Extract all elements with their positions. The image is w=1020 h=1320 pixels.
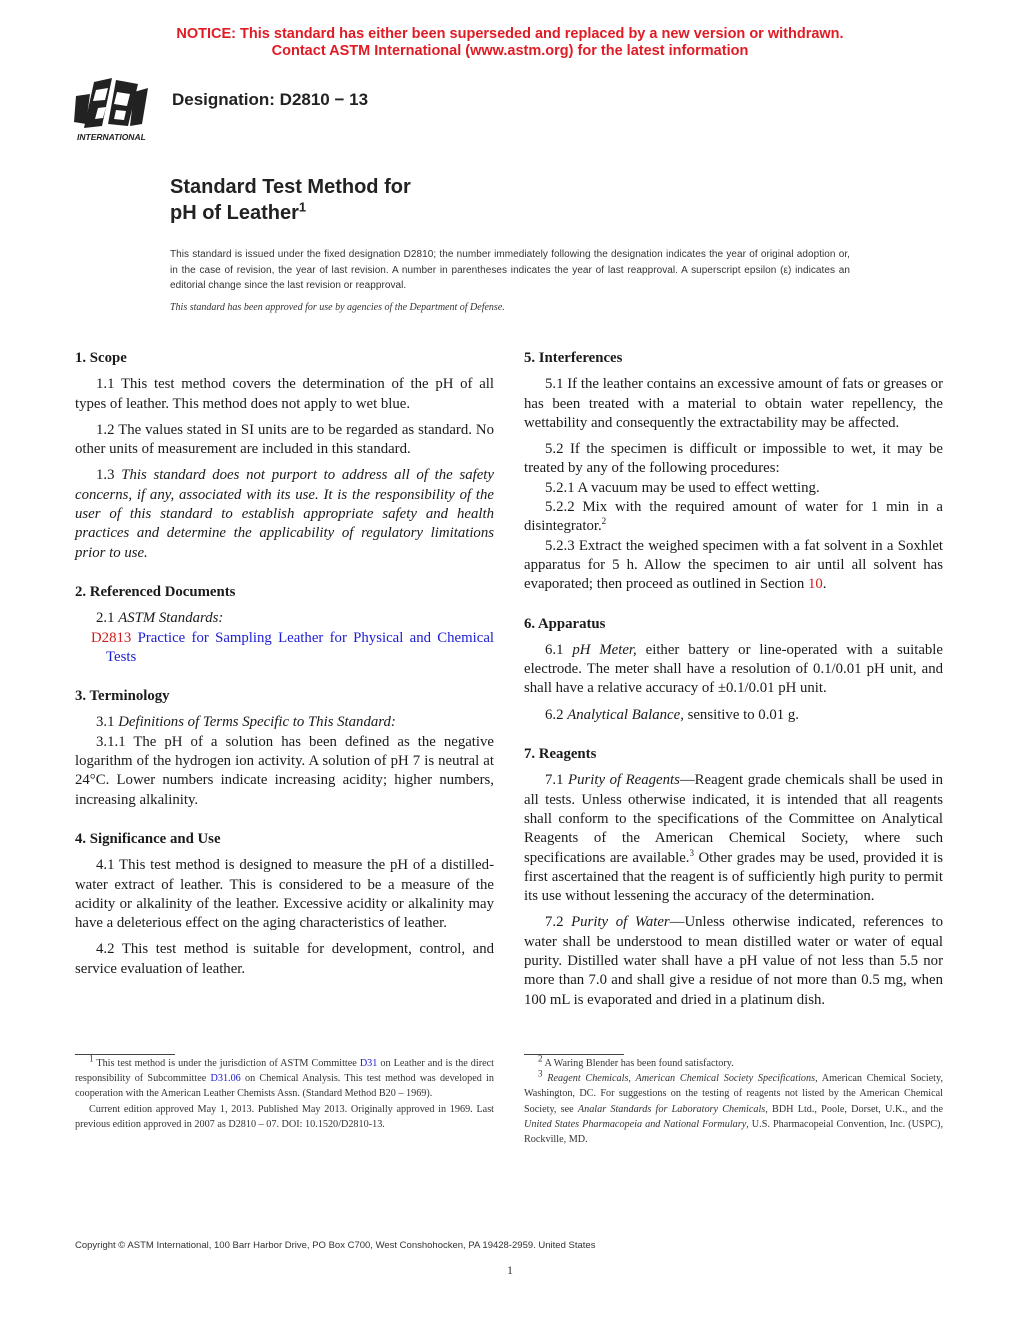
paragraph-5-1: 5.1 If the leather contains an excessive amount of fats or greases or has been treated with a material to obtain water repellency, the wettability and consequently the extractability may be affected. bbox=[524, 376, 943, 431]
committee-d31-link[interactable]: D31 bbox=[359, 1058, 378, 1069]
paragraph-1-3: 1.3 This standard does not purport to address all of the safety concerns, if any, associated with its use. It is the responsibility of the user of this standard to establish appropriate safety and health practices and determine the applicability of regulatory limitations prior to use. bbox=[75, 467, 494, 561]
paragraph-5-2: 5.2 If the specimen is difficult or impossible to wet, it may be treated by any of the following procedures: bbox=[524, 441, 943, 477]
paragraph-4-1: 4.1 This test method is designed to measure the pH of a distilled-water extract of leather. This is considered to be a measure of the acidity or alkalinity of the leather. Excessive acidity or alkalinity may have a deleterious effect on the aging characteristics of leather. bbox=[75, 857, 494, 932]
paragraph-5-2-1: 5.2.1 A vacuum may be used to effect wetting. bbox=[545, 479, 820, 496]
footnote-1-current-edition: Current edition approved May 1, 2013. Published May 2013. Originally approved in 1969. Last previous edition approved in 2007 as D2810 – 07. DOI: 10.1520/D2810-13. bbox=[75, 1103, 494, 1130]
section-2-heading: 2. Referenced Documents bbox=[75, 583, 236, 600]
issue-note: This standard is issued under the fixed designation D2810; the number immediately following the designation indicates the year of original adoption or, in the case of revision, the year of last revision. A number in parentheses indicates the year of last reapproval. A superscript epsilon (ε) indicates an editorial change since the last revision or reapproval. bbox=[170, 249, 850, 291]
paragraph-5-2-3: 5.2.3 Extract the weighed specimen with a fat solvent in a Soxhlet apparatus for 5 h. Allow the specimen to air until all solvent has evaporated; then proceed as outlined in Section 10. bbox=[524, 537, 943, 593]
paragraph-7-1: 7.1 Purity of Reagents—Reagent grade chemicals shall be used in all tests. Unless otherwise indicated, it is intended that all reagents shall conform to the specifications of the Committee on Analytical Reagents of the American Chemical Society, where such specifications are available.$^3$ Other grades may be used, provided it is first ascertained that the reagent is of sufficiently high purity to permit its use without lessening the accuracy of the determination. bbox=[524, 772, 943, 905]
designation: Designation: D2810 − 13 bbox=[172, 90, 369, 109]
section-10-link[interactable]: 10 bbox=[807, 576, 823, 593]
subcommittee-d31-06-link[interactable]: D31.06 bbox=[210, 1073, 241, 1085]
withdrawal-notice bbox=[0, 26, 1020, 60]
left-column bbox=[75, 346, 494, 986]
paragraph-6-2: 6.2 Analytical Balance, sensitive to 0.01 g. bbox=[545, 706, 799, 723]
footnote-ref-2[interactable]: 2 bbox=[601, 516, 607, 527]
dod-note: This standard has been approved for use by agencies of the Department of Defense. bbox=[170, 302, 505, 313]
ref-code-link[interactable]: D2813 bbox=[91, 629, 132, 646]
footnote-ref-3[interactable]: 3 bbox=[689, 847, 694, 858]
paragraph-1-1: 1.1 This test method covers the determination of the pH of all types of leather. This method does not apply to wet blue. bbox=[75, 376, 494, 412]
footnotes-left bbox=[75, 1053, 494, 1132]
paragraph-4-2: 4.2 This test method is suitable for development, control, and service evaluation of leather. bbox=[75, 941, 494, 977]
section-1-heading: 1. Scope bbox=[75, 350, 127, 366]
right-column bbox=[524, 346, 943, 1017]
title-line-1: Standard Test Method for bbox=[170, 176, 411, 198]
footnotes-right bbox=[524, 1053, 943, 1147]
section-4-heading: 4. Significance and Use bbox=[75, 830, 221, 847]
title-line-2: pH of Leather$^1$ bbox=[170, 199, 307, 224]
ref-title-link[interactable]: Practice for Sampling Leather for Physical and Chemical Tests bbox=[106, 629, 494, 665]
paragraph-3-1: 3.1 Definitions of Terms Specific to This Standard: bbox=[96, 714, 396, 731]
footnote-1: $^1$ This test method is under the jurisdiction of ASTM Committee D31 on Leather and is the direct responsibility of Subcommittee D31.06 on Chemical Analysis. This test method was developed in cooperation with the American Leather Chemists Assn. (Standard Method B20 – 1969). bbox=[75, 1053, 494, 1100]
page-number: 1 bbox=[507, 1263, 513, 1277]
footnote-3: $^3$ Reagent Chemicals, American Chemical Society Specifications, American Chemical Society, Washington, DC. For suggestions on the testing of reagents not listed by the American Chemical Society, see Analar Standards for Laboratory Chemicals, BDH Ltd., Poole, Dorset, U.K., and the United States Pharmacopeia and National Formulary, U.S. Pharmacopeial Convention, Inc. (USPC), Rockville, MD. bbox=[524, 1068, 943, 1146]
paragraph-1-2: 1.2 The values stated in SI units are to be regarded as standard. No other units of measurement are included in this standard. bbox=[75, 421, 494, 458]
notice-line-1: NOTICE: This standard has either been superseded and replaced by a new version or withdrawn. bbox=[176, 26, 844, 42]
paragraph-7-2: 7.2 Purity of Water—Unless otherwise indicated, references to water shall be understood to mean distilled water or water of equal purity. Distilled water shall have a pH value of not less than 5.5 nor more than 7.0 and shall give a residue of not more than 0.5 mg, when 100 mL is evaporated and dried in a platinum dish. bbox=[524, 914, 943, 1008]
document-title bbox=[170, 174, 411, 226]
paragraph-6-1: 6.1 pH Meter, either battery or line-operated with a suitable electrode. The meter shall have a resolution of 0.1/0.01 pH unit, and shall have a relative accuracy of ±0.1/0.01 pH unit. bbox=[524, 641, 943, 697]
paragraph-5-2-2: 5.2.2 Mix with the required amount of water for 1 min in a disintegrator.$^2$ bbox=[524, 499, 943, 535]
section-7-heading: 7. Reagents bbox=[524, 746, 597, 763]
section-3-heading: 3. Terminology bbox=[75, 688, 170, 705]
paragraph-2-1: 2.1 ASTM Standards: bbox=[96, 610, 224, 627]
paragraph-3-1-1: 3.1.1 The pH of a solution has been defined as the negative logarithm of the hydrogen ion activity. A solution of pH 7 is neutral at 24°C. Lower numbers indicate increasing acidity; higher numbers, increasing alkalinity. bbox=[75, 733, 494, 808]
referenced-standard bbox=[75, 629, 494, 668]
logo-subtitle: INTERNATIONAL bbox=[77, 132, 146, 142]
notice-line-2: Contact ASTM International (www.astm.org) for the latest information bbox=[271, 43, 749, 59]
section-6-heading: 6. Apparatus bbox=[524, 615, 606, 632]
copyright: Copyright © ASTM International, 100 Barr Harbor Drive, PO Box C700, West Conshohocken, PA 19428-2959. United States bbox=[75, 1240, 596, 1251]
astm-logo bbox=[72, 74, 162, 144]
section-5-heading: 5. Interferences bbox=[524, 350, 623, 366]
title-footnote-mark: 1 bbox=[298, 199, 307, 215]
footnote-2: $^2$ A Waring Blender has been found satisfactory. bbox=[538, 1053, 734, 1069]
